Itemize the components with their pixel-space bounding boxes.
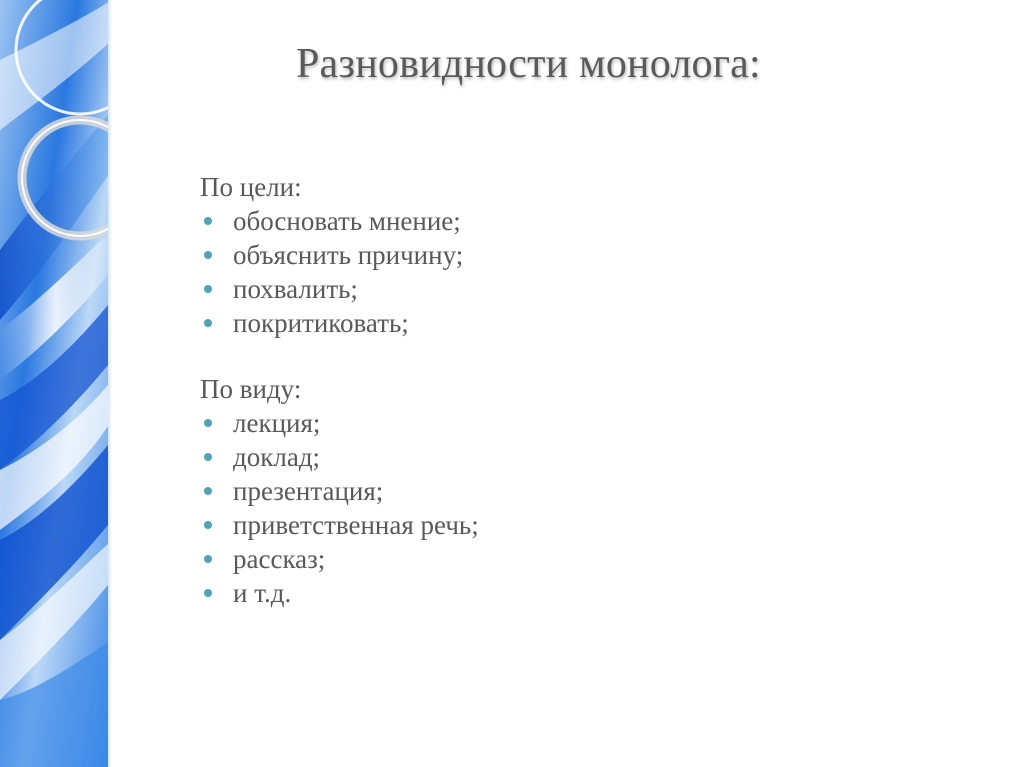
list-item bbox=[200, 474, 960, 508]
abstract-blue-artwork bbox=[0, 0, 112, 767]
list-item bbox=[200, 576, 960, 610]
list-item-text: презентация; bbox=[233, 476, 384, 506]
bullet-icon bbox=[204, 555, 212, 563]
bullet-list bbox=[200, 406, 960, 610]
list-item-text: покритиковать; bbox=[233, 308, 409, 338]
bullet-icon bbox=[204, 487, 212, 495]
list-item bbox=[200, 238, 960, 272]
list-item bbox=[200, 272, 960, 306]
bullet-icon bbox=[204, 285, 212, 293]
list-item-text: лекция; bbox=[233, 408, 321, 438]
list-item-text: рассказ; bbox=[233, 544, 326, 574]
section-heading: По виду: bbox=[200, 374, 302, 404]
list-item-text: обосновать мнение; bbox=[233, 206, 461, 236]
list-item bbox=[200, 204, 960, 238]
list-item-text: приветственная речь; bbox=[233, 510, 479, 540]
list-item bbox=[200, 306, 960, 340]
slide-title: Разновидности монолога: bbox=[296, 41, 761, 87]
list-item-text: и т.д. bbox=[233, 578, 292, 608]
list-item bbox=[200, 406, 960, 440]
slide-content bbox=[200, 170, 960, 610]
decorative-side-panel bbox=[0, 0, 112, 767]
bullet-icon bbox=[204, 419, 212, 427]
list-item bbox=[200, 440, 960, 474]
list-item-text: объяснить причину; bbox=[233, 240, 464, 270]
bullet-icon bbox=[204, 217, 212, 225]
list-item-text: доклад; bbox=[233, 442, 321, 472]
list-item bbox=[200, 542, 960, 576]
bullet-icon bbox=[204, 319, 212, 327]
side-panel-edge bbox=[108, 0, 112, 767]
bullet-list bbox=[200, 204, 960, 340]
bullet-icon bbox=[204, 521, 212, 529]
section-heading: По цели: bbox=[200, 172, 302, 202]
section-by-purpose bbox=[200, 170, 960, 340]
list-item-text: похвалить; bbox=[233, 274, 358, 304]
bullet-icon bbox=[204, 589, 212, 597]
bullet-icon bbox=[204, 251, 212, 259]
section-by-type bbox=[200, 372, 960, 610]
bullet-icon bbox=[204, 453, 212, 461]
list-item bbox=[200, 508, 960, 542]
